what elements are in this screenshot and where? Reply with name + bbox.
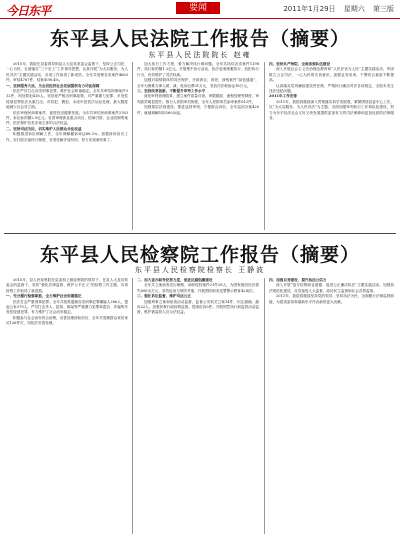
paragraph: 2010年，我院在县委领导和县人大及其常委会监督下，坚持公正司法、一心为民，全面落实“三个至上”工作指导思想，认真开展“为大局服务、为人民司法”主题实践活动，各项工作取得了新成效。全年共受理各类案件4863件，审结4787件，结案率98.4%。 [6,62,128,83]
paragraph: 深入开展社会主义法治理念教育和“人民法官为人民”主题实践活动，牢固树立公正司法、一心为民的宗旨意识。加强业务培训，干警综合素质不断提高。 [269,67,394,83]
article2-title: 东平县人民检察院工作报告（摘要） [39,244,360,266]
section-heading: 二、坚持司法为民，切实维护人民群众合法权益 [6,126,82,131]
article1-column-2 [137,62,259,230]
paragraph: 依法严厉打击各类刑事犯罪，维护社会和谐稳定。全年共审结刑事案件312件，判处罪犯418人。坚持宽严相济刑事政策，对严重暴力犯罪、多发性侵财犯罪依法从重打击；对初犯、偶犯、未成年犯依法从轻处理，最大限度地减少社会对立面。 [6,89,128,110]
paragraph: 积极参与社会治安综合治理，妥善处理涉检信访，全年共受理群众来信来访126件次，均依法妥善处理。 [6,315,128,326]
paragraph: 2011年，我院将继续坚持党的领导，坚持执法为民，全面履行法律监督职能，为建设富裕和谐新东平作出新的更大贡献。 [269,294,394,304]
section-heading: 2011年工作安排 [269,94,297,99]
page-number: 第三版 [373,5,394,13]
paragraph: 加大执行工作力度，着力解决执行难问题。全年共执结各类案件1198件，执行标的额1.2亿元。开展集中执行活动，依法惩戒规避执行、抗拒执行行为，有效维护了司法权威。 [137,62,259,77]
paragraph: 全年共立案侦查贪污贿赂、渎职侵权案件21件28人，为国家挽回经济损失600余万元。坚持惩治与预防并重，开展预防职务犯罪警示教育42场次。 [137,283,259,293]
article1-byline: 东平县人民法院院长 赵雍 [148,51,252,59]
masthead-logo: 今日东平 [6,4,51,18]
paragraph: 深入开展“恪守检察职业道德、促进公正廉洁执法”主题实践活动，加强执法规范化建设，自觉接受人大监督、政协民主监督和社会各界监督。 [269,283,394,293]
issue-weekday: 星期六 [343,5,365,13]
section-heading: 四、坚持从严治院，全面加强队伍建设 [269,62,331,66]
page-header [0,0,400,19]
section-heading: 二、加大查办职务犯罪力度，促进反腐倡廉建设 [137,278,213,282]
paragraph: 加强刑事立案和侦查活动监督，监督公安机关立案14件，纠正漏捕、漏诉22人。加强民事行政检察监督，提请抗诉5件。开展刑罚执行和监管活动监督，维护被监管人员合法权益。 [137,299,259,315]
paragraph: 积极推进诉讼调解工作，全年调解撤诉率达68.2%。加强涉诉信访工作，实行院长接待日制度，妥善化解矛盾纠纷，努力实现案结事了。 [6,132,128,142]
paragraph: 加强对弱势群体的司法保护，开辟涉农、涉老、涉残案件“绿色通道”，全年为困难当事人缓、减、免诉讼费31万元，发放司法救助金18万元。 [137,78,259,88]
section-heading: 三、坚持改革创新，不断提升审判工作水平 [137,89,206,94]
article2-column-3 [269,278,394,534]
section-heading: 一、坚持服务大局，为全县经济社会发展提供有力司法保障 [6,83,100,88]
paragraph: 依法打击严重刑事犯罪。全年共批准逮捕各类刑事犯罪嫌疑人286人，提起公诉379人。严厉打击杀人、抢劫、绑架等严重暴力犯罪和盗窃、诈骗等多发性侵财犯罪，有力维护了社会治安稳定。 [6,299,128,315]
paragraph: 加强基层法庭建设，推进巡回审判，方便群众诉讼，全年巡回办案420件，就地调解纠纷260余起。 [137,105,259,115]
article1-column-3 [269,62,394,230]
article2-column-1 [6,278,128,534]
article1-title: 东平县人民法院工作报告（摘要） [49,28,350,50]
paragraph: 认真落实党风廉政建设责任制，严格执行廉洁司法各项规定，全院未发生违法违纪问题。 [269,83,394,94]
article1-column-1 [6,62,128,230]
article2-byline: 东平县人民检察院检察长 王静波 [134,266,266,274]
section-heading: 三、强化诉讼监督，维护司法公正 [137,294,191,299]
section-heading: 一、充分履行检察职能，全力维护社会和谐稳定 [6,294,82,299]
issue-meta [277,4,394,14]
paragraph: 依法审理民商事案件，促进经济健康发展。全年共审结民商事案件2763件，诉讼标的额2.9亿元。妥善审理涉及重点项目、招商引资、企业改制等案件，依法保护各类市场主体的合法权益。 [6,110,128,126]
paragraph: 2010年，县人民检察院在县委和上级检察院的领导下，在县人大及其常委会的监督下，坚持“强化法律监督、维护公平正义”的检察工作主题，各项检察工作取得了新进展。 [6,278,128,293]
issue-date: 2011年1月29日 [283,5,336,13]
paragraph: 深化审判管理改革，建立案件质量评查、审限跟踪、流程管理等制度，审判质效明显提升。推行人民陪审员制度，全年人民陪审员参审案件612件。 [137,94,259,104]
paragraph: 2011年，我院将继续深入贯彻落实科学发展观，紧紧围绕县委中心工作，以“为大局服务、为人民司法”为主题，全面加强审判执行工作和队伍建设，努力为东平经济社会又好又快发展提供更加有力的司法保障和更加优质的法律服务。 [269,99,394,121]
section-tab: 要闻 [176,2,220,14]
section-heading: 四、加强自身建设，提升执法公信力 [269,278,327,282]
article2-column-2 [137,278,259,534]
section-divider [4,233,396,234]
